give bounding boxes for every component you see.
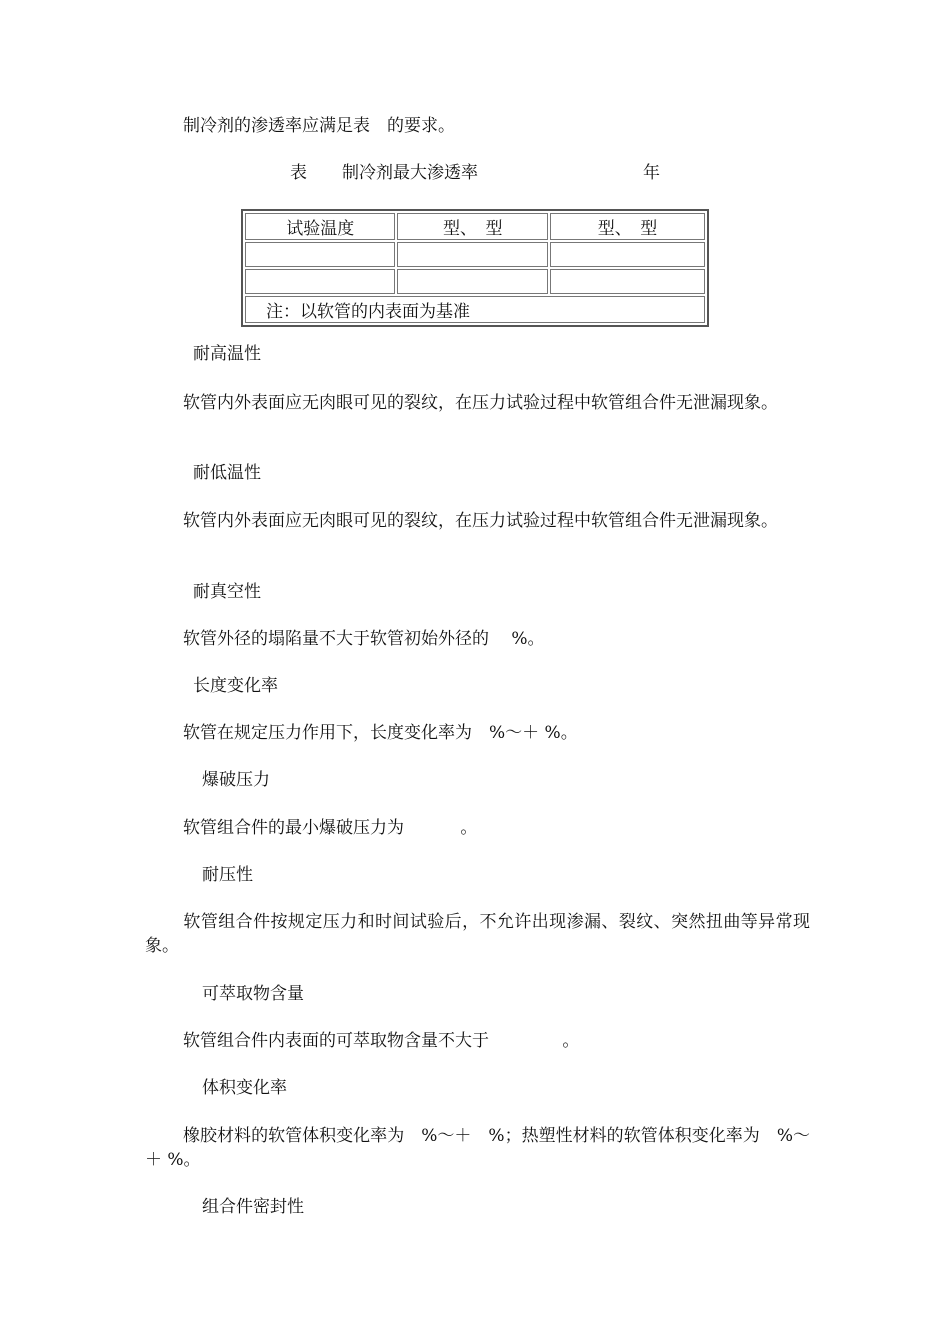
section-body: 软管外径的塌陷量不大于软管初始外径的 %。 — [183, 629, 545, 649]
table-row — [245, 269, 705, 294]
table-row — [245, 242, 705, 267]
intro-text: 制冷剂的渗透率应满足表 的要求。 — [183, 116, 455, 136]
permeability-table — [241, 209, 709, 327]
section-heading: 可萃取物含量 — [202, 984, 304, 1004]
section-heading: 耐真空性 — [193, 582, 261, 602]
section-body: 软管内外表面应无肉眼可见的裂纹，在压力试验过程中软管组合件无泄漏现象。 — [183, 511, 778, 531]
table-caption-label: 表 — [290, 163, 307, 183]
section-body: 软管在规定压力作用下，长度变化率为 %～＋ %。 — [183, 723, 578, 743]
section-body: 橡胶材料的软管体积变化率为 %～＋ %；热塑性材料的软管体积变化率为 %～＋ %。 — [145, 1126, 810, 1170]
section-heading: 耐低温性 — [193, 463, 261, 483]
table-cell — [245, 269, 395, 294]
table-note-row — [245, 296, 705, 323]
table-note: 注：以软管的内表面为基准 — [245, 296, 705, 323]
section-body: 软管组合件内表面的可萃取物含量不大于 。 — [183, 1031, 580, 1051]
header-cell: 试验温度 — [245, 213, 395, 240]
header-cell: 型、 型 — [397, 213, 547, 240]
table-cell — [245, 242, 395, 267]
section-body: 软管组合件的最小爆破压力为 。 — [183, 818, 478, 838]
table-caption-title: 制冷剂最大渗透率 — [342, 163, 478, 183]
table-cell — [397, 269, 547, 294]
section-heading: 爆破压力 — [202, 770, 270, 790]
table-cell — [550, 242, 705, 267]
table-header-row — [245, 213, 705, 240]
section-body: 软管内外表面应无肉眼可见的裂纹，在压力试验过程中软管组合件无泄漏现象。 — [183, 393, 778, 413]
table-caption-unit: 年 — [643, 163, 660, 183]
section-heading: 长度变化率 — [193, 676, 278, 696]
table-cell — [550, 269, 705, 294]
section-heading: 体积变化率 — [202, 1078, 287, 1098]
section-heading: 耐压性 — [202, 865, 253, 885]
section-body: 软管组合件按规定压力和时间试验后，不允许出现渗漏、裂纹、突然扭曲等异常现象。 — [145, 912, 810, 956]
header-cell: 型、 型 — [550, 213, 705, 240]
table-cell — [397, 242, 547, 267]
section-heading: 耐高温性 — [193, 344, 261, 364]
section-heading: 组合件密封性 — [202, 1197, 304, 1217]
